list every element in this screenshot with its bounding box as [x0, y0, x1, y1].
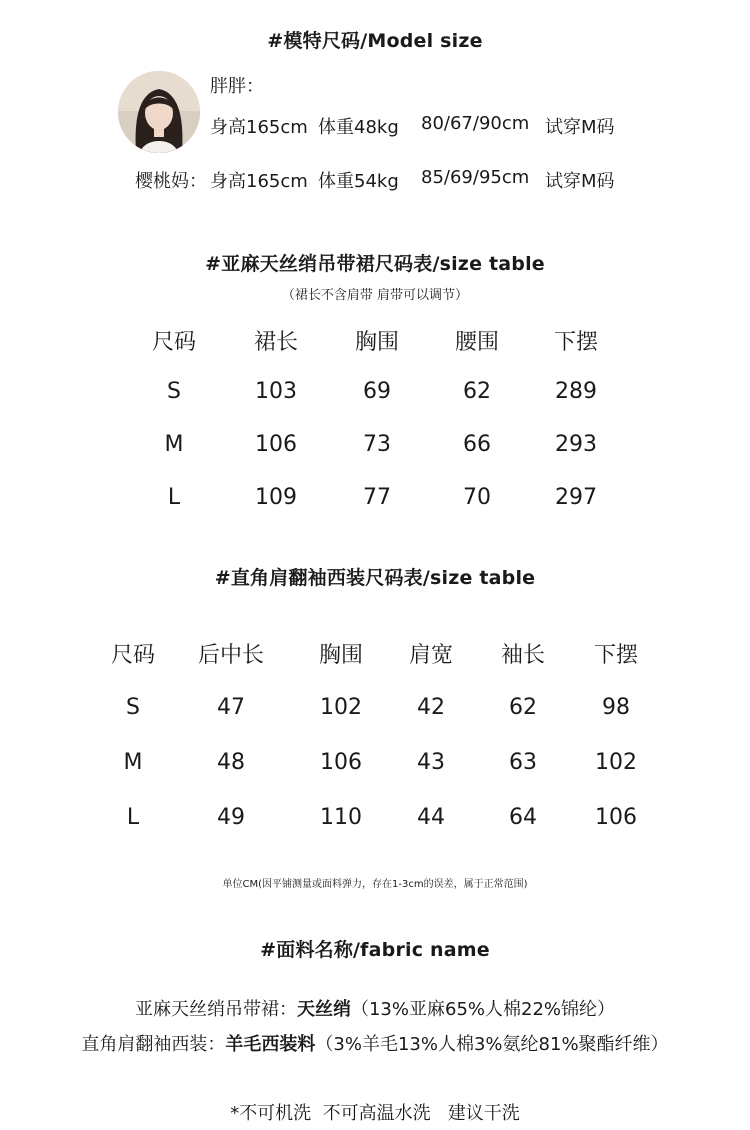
- fabric-dress-detail: （13%亚麻65%人棉22%锦纶）: [350, 999, 616, 1020]
- suit-header-back-length: 后中长: [197, 643, 264, 668]
- suit-cell: 63: [509, 750, 537, 775]
- suit-cell: L: [126, 805, 140, 830]
- dress-header-waist: 腰围: [454, 330, 499, 355]
- suit-cell: 49: [217, 805, 245, 830]
- model1-name: 胖胖：: [210, 76, 264, 97]
- suit-cell: 106: [595, 805, 637, 830]
- model1-size: 试穿M码: [545, 117, 615, 138]
- fabric-dress-label: 亚麻天丝绡吊带裙：: [134, 999, 297, 1020]
- dress-cell: 106: [255, 432, 297, 457]
- suit-cell: 64: [509, 805, 537, 830]
- dress-table-note: （裙长不含肩带 肩带可以调节）: [281, 288, 469, 303]
- fabric-title: #面料名称/fabric name: [260, 939, 490, 961]
- suit-cell: 102: [320, 695, 362, 720]
- fabric-dress-name: 天丝绡: [296, 999, 351, 1020]
- model2-weight: 体重54kg: [318, 171, 399, 192]
- suit-cell: 106: [320, 750, 362, 775]
- model2-height: 身高165cm: [210, 171, 308, 192]
- suit-cell: 110: [320, 805, 362, 830]
- fabric-line-dress: [0, 995, 750, 1021]
- model2-name: 樱桃妈：: [135, 171, 207, 192]
- fabric-line-suit: [0, 1030, 750, 1056]
- fabric-suit-name: 羊毛西装料: [225, 1034, 316, 1055]
- dress-cell: 297: [555, 485, 597, 510]
- dress-table-title: #亚麻天丝绡吊带裙尺码表/size table: [205, 253, 545, 275]
- dress-header-size: 尺码: [151, 330, 196, 355]
- dress-cell: 62: [463, 379, 491, 404]
- fabric-suit-label: 直角肩翻袖西装：: [81, 1034, 226, 1055]
- suit-cell: 47: [217, 695, 245, 720]
- model1-height: 身高165cm: [210, 117, 308, 138]
- suit-cell: S: [126, 695, 140, 720]
- suit-header-hem: 下摆: [593, 643, 638, 668]
- dress-cell: 289: [555, 379, 597, 404]
- dress-cell: M: [164, 432, 184, 457]
- suit-header-shoulder: 肩宽: [408, 643, 453, 668]
- dress-cell: 66: [463, 432, 491, 457]
- suit-cell: 43: [417, 750, 445, 775]
- dress-cell: 293: [555, 432, 597, 457]
- suit-cell: 62: [509, 695, 537, 720]
- model-avatar: [118, 71, 200, 153]
- fabric-suit-detail: （3%羊毛13%人棉3%氨纶81%聚酯纤维）: [315, 1034, 669, 1055]
- model-photo-icon: [118, 71, 200, 153]
- suit-header-bust: 胸围: [318, 643, 363, 668]
- suit-cell: 44: [417, 805, 445, 830]
- suit-cell: 42: [417, 695, 445, 720]
- dress-header-bust: 胸围: [354, 330, 399, 355]
- dress-header-length: 裙长: [253, 330, 298, 355]
- suit-header-size: 尺码: [110, 643, 155, 668]
- dress-cell: 103: [255, 379, 297, 404]
- suit-cell: 48: [217, 750, 245, 775]
- dress-cell: 70: [463, 485, 491, 510]
- suit-cell: M: [123, 750, 143, 775]
- dress-cell: 109: [255, 485, 297, 510]
- suit-header-sleeve: 袖长: [500, 643, 545, 668]
- care-instructions: *不可机洗 不可高温水洗 建议干洗: [230, 1103, 520, 1124]
- dress-cell: L: [167, 485, 181, 510]
- unit-note: 单位CM(因平铺测量或面料弹力，存在1-3cm的误差，属于正常范围): [222, 879, 528, 890]
- suit-cell: 98: [602, 695, 630, 720]
- dress-cell: 73: [363, 432, 391, 457]
- suit-table-title: #直角肩翻袖西装尺码表/size table: [214, 567, 536, 589]
- model2-measurements: 85/69/95cm: [421, 167, 530, 188]
- model-size-title: #模特尺码/Model size: [267, 30, 483, 52]
- dress-cell: 77: [363, 485, 391, 510]
- model2-size: 试穿M码: [545, 171, 615, 192]
- suit-cell: 102: [595, 750, 637, 775]
- model1-weight: 体重48kg: [318, 117, 399, 138]
- dress-cell: 69: [363, 379, 391, 404]
- model1-measurements: 80/67/90cm: [421, 113, 530, 134]
- dress-header-hem: 下摆: [553, 330, 598, 355]
- dress-cell: S: [167, 379, 181, 404]
